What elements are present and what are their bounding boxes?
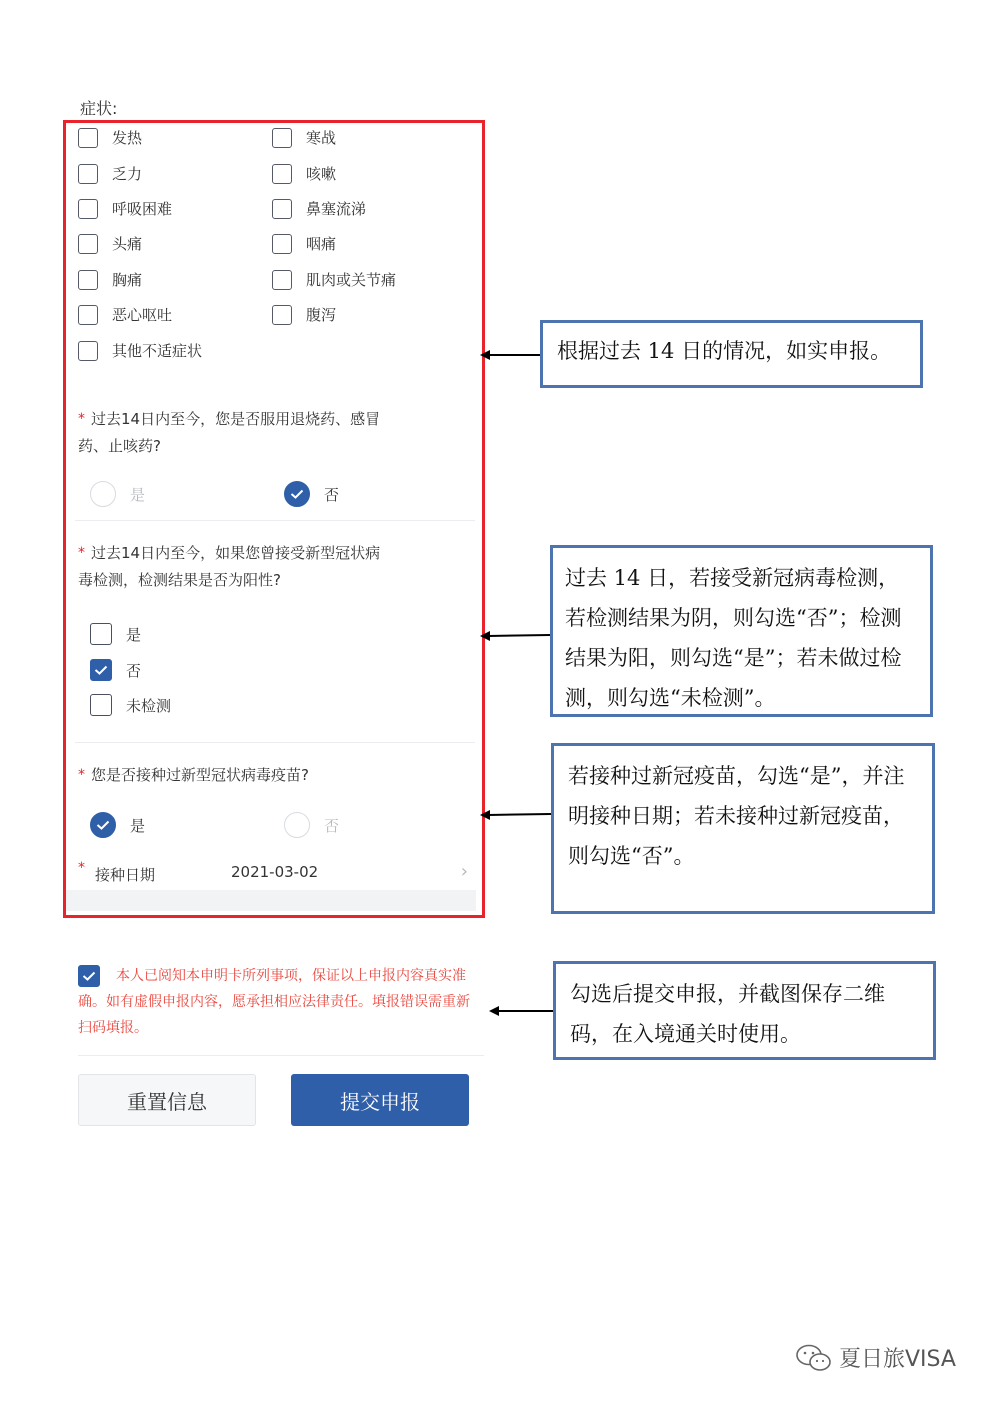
question-vaccination: * 您是否接种过新型冠状病毒疫苗?	[78, 766, 309, 784]
callout-vaccination: 若接种过新冠疫苗，勾选“是”，并注明接种日期；若未接种过新冠疫苗，则勾选“否”。	[551, 743, 935, 914]
question-medication: * 过去14日内至今，您是否服用退烧药、感冒 药、止咳药?	[78, 410, 381, 455]
radio-check-icon	[90, 812, 116, 838]
radio-check-icon	[284, 481, 310, 507]
symptom-checkbox-headache[interactable]	[78, 233, 142, 254]
checkbox-icon	[78, 164, 98, 184]
checkbox-icon	[78, 199, 98, 219]
checkbox-icon	[272, 199, 292, 219]
submit-button[interactable]: 提交申报	[291, 1074, 469, 1126]
symptom-label: 咽痛	[306, 235, 337, 253]
arrow-left-icon	[478, 805, 553, 825]
divider	[75, 520, 475, 521]
required-mark: *	[78, 767, 85, 783]
question-test-result: * 过去14日内至今，如果您曾接受新型冠状病 毒检测，检测结果是否为阳性?	[78, 544, 381, 589]
date-label: 接种日期	[95, 866, 156, 884]
symptom-checkbox-chills[interactable]	[272, 127, 336, 148]
symptom-checkbox-fever[interactable]	[78, 127, 142, 148]
wechat-icon	[795, 1343, 833, 1373]
checkbox-icon	[78, 305, 98, 325]
required-mark: *	[78, 411, 85, 427]
callout-test-result: 过去 14 日，若接受新冠病毒检测，若检测结果为阴，则勾选“否”；检测结果为阳，则勾选“是”；若未做过检测，则勾选“未检测”。	[550, 545, 933, 717]
checkbox-checked-icon	[90, 659, 112, 681]
arrow-left-icon	[478, 626, 552, 646]
symptom-checkbox-chest-pain[interactable]	[78, 269, 142, 290]
checkbox-icon	[272, 128, 292, 148]
symptom-checkbox-fatigue[interactable]	[78, 163, 142, 184]
symptom-checkbox-diarrhea[interactable]	[272, 304, 336, 325]
radio-q1-no[interactable]: 否	[284, 481, 339, 507]
symptom-checkbox-nausea[interactable]	[78, 304, 172, 325]
symptom-label: 头痛	[112, 235, 143, 253]
radio-q3-no[interactable]: 否	[284, 812, 339, 838]
symptom-checkbox-runny-nose[interactable]	[272, 198, 366, 219]
chevron-right-icon: ›	[460, 861, 468, 882]
checkbox-icon	[272, 305, 292, 325]
reset-button[interactable]: 重置信息	[78, 1074, 256, 1126]
section-title-symptoms: 症状:	[80, 99, 118, 118]
symptom-label: 其他不适症状	[112, 342, 203, 360]
radio-circle-icon	[284, 812, 310, 838]
checkbox-icon	[272, 234, 292, 254]
checkbox-icon	[272, 164, 292, 184]
checkbox-icon	[78, 341, 98, 361]
checkbox-q2-yes[interactable]: 是	[90, 623, 141, 645]
symptom-checkbox-other[interactable]	[78, 340, 202, 361]
checkbox-q2-no[interactable]: 否	[90, 659, 141, 681]
symptom-checkbox-sore-throat[interactable]	[272, 233, 336, 254]
symptom-label: 寒战	[306, 129, 337, 147]
checkbox-q2-not-tested[interactable]: 未检测	[90, 694, 171, 716]
divider	[78, 1055, 484, 1056]
symptom-label: 呼吸困难	[112, 200, 173, 218]
symptom-label: 恶心呕吐	[112, 306, 173, 324]
checkbox-icon	[272, 270, 292, 290]
checkbox-icon	[78, 128, 98, 148]
checkbox-icon	[90, 623, 112, 645]
symptom-label: 乏力	[112, 165, 143, 183]
vaccination-date-field[interactable]	[78, 858, 476, 892]
symptom-checkbox-muscle-pain[interactable]	[272, 269, 396, 290]
checkbox-icon	[90, 694, 112, 716]
watermark	[795, 1342, 956, 1373]
radio-circle-icon	[90, 481, 116, 507]
radio-q1-yes[interactable]: 是	[90, 481, 145, 507]
required-mark: *	[78, 545, 85, 561]
symptom-label: 发热	[112, 129, 143, 147]
required-mark: *	[78, 860, 85, 876]
watermark-text: 夏日旅VISA	[839, 1347, 956, 1372]
arrow-left-icon	[478, 345, 542, 365]
symptom-label: 胸痛	[112, 271, 143, 289]
symptom-checkbox-dyspnea[interactable]	[78, 198, 172, 219]
divider	[75, 742, 475, 743]
date-value: 2021-03-02	[231, 863, 319, 881]
symptom-label: 咳嗽	[306, 165, 337, 183]
declaration-text: 本人已阅知本申明卡所列事项，保证以上申报内容真实准确。如有虚假申报内容，愿承担相应法律责任。填报错误需重新扫码填报。	[78, 968, 470, 1036]
radio-q3-yes[interactable]: 是	[90, 812, 145, 838]
callout-submit: 勾选后提交申报，并截图保存二维码，在入境通关时使用。	[553, 961, 936, 1060]
callout-symptoms: 根据过去 14 日的情况，如实申报。	[540, 320, 923, 388]
checkbox-icon	[78, 234, 98, 254]
symptom-label: 鼻塞流涕	[306, 200, 367, 218]
checkbox-icon	[78, 270, 98, 290]
symptom-checkbox-cough[interactable]	[272, 163, 336, 184]
arrow-left-icon	[487, 1001, 555, 1021]
symptom-label: 肌肉或关节痛	[306, 271, 397, 289]
symptom-label: 腹泻	[306, 306, 337, 324]
section-footer-band	[66, 890, 476, 911]
